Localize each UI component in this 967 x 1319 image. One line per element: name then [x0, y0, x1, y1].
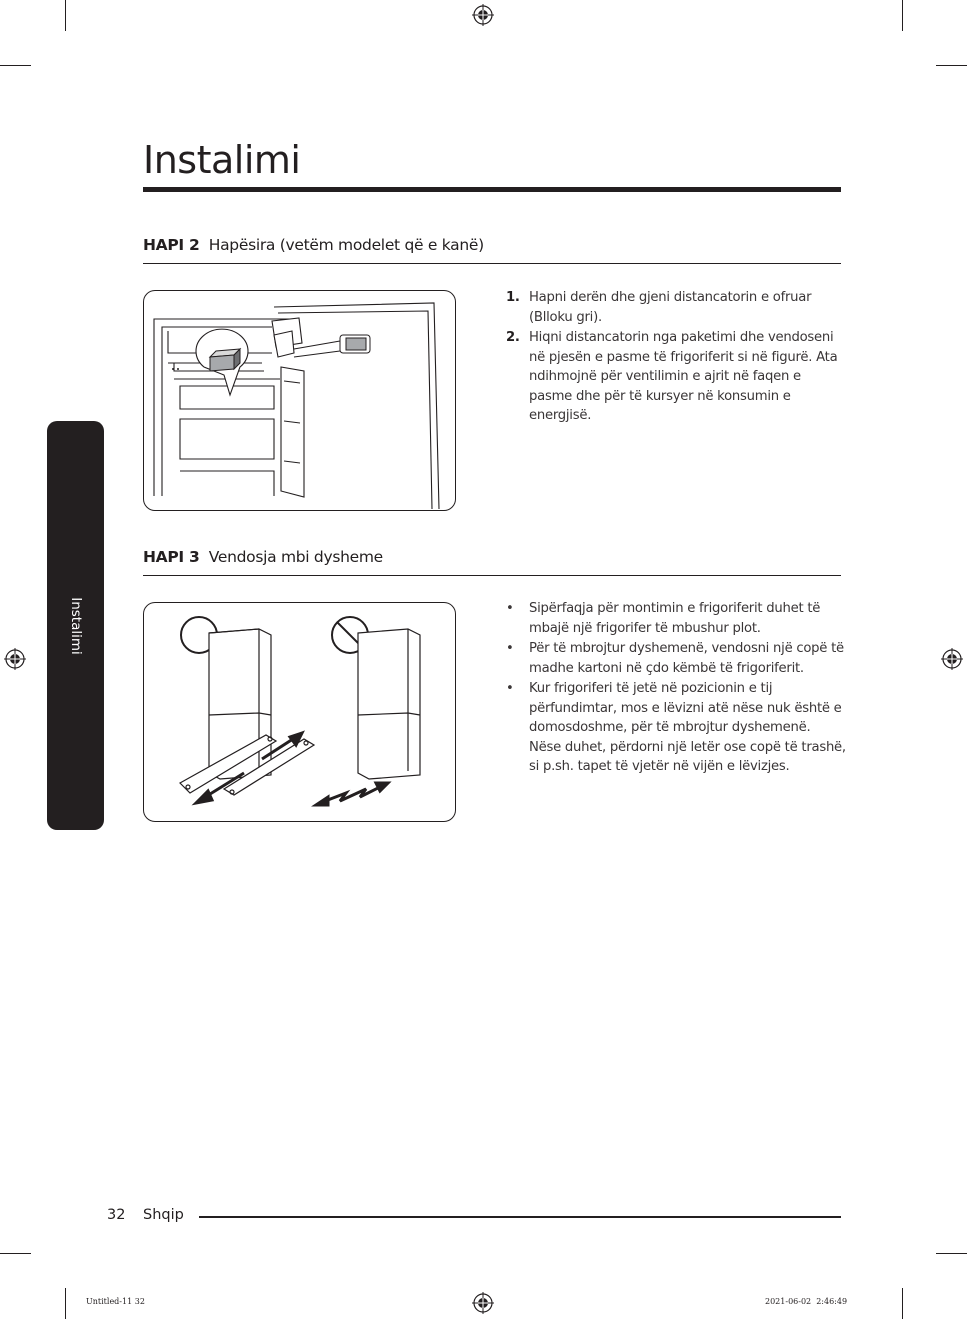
print-info-left: Untitled-11 32 — [86, 1297, 145, 1306]
step2-label: HAPI 2 — [143, 236, 200, 254]
step2-rule — [143, 263, 841, 264]
bullet-icon: • — [506, 601, 514, 616]
list-item-number: 1. — [506, 290, 520, 305]
crop-mark — [65, 0, 66, 31]
list-item-text: Hiqni distancatorin nga paketimi dhe vendoseni në pjesën e pasme të frigoriferit si në figurë. Ata ndihmojnë për ventilimin e ajrit në faqen e pasme dhe për të kursyer në konsumin e energjisë. — [529, 330, 838, 423]
footer-rule — [199, 1216, 841, 1218]
page-title: Instalimi — [143, 138, 301, 182]
title-rule — [143, 187, 841, 192]
floor-figure — [143, 602, 456, 822]
registration-mark-icon — [472, 4, 494, 26]
list-item-text: Kur frigoriferi të jetë në pozicionin e tij përfundimtar, mos e lëvizni atë nëse nuk është e domosdoshme, për të mbrojtur dyshemenë. Nëse duhet, përdorni një letër ose copë të trashë, si p.sh. tapet të vjetër në vijën e lëvizjes. — [529, 681, 846, 774]
registration-mark-icon — [472, 1292, 494, 1314]
bullet-icon: • — [506, 641, 514, 656]
side-tab-label: Instalimi — [67, 596, 84, 655]
registration-mark-icon — [4, 648, 26, 670]
page-number: 32 — [107, 1207, 126, 1223]
registration-mark-icon — [941, 648, 963, 670]
step2-list — [506, 288, 846, 427]
crop-mark — [936, 1253, 967, 1254]
step2-heading — [143, 236, 484, 254]
step3-label: HAPI 3 — [143, 548, 200, 566]
list-item — [506, 679, 846, 777]
list-item-text: Për të mbrojtur dyshemenë, vendosni një copë të madhe kartoni në çdo këmbë të frigoriferit. — [529, 641, 844, 676]
crop-mark — [0, 65, 31, 66]
step3-list — [506, 599, 846, 778]
step2-title: Hapësira (vetëm modelet që e kanë) — [208, 236, 484, 254]
footer-language: Shqip — [143, 1207, 184, 1223]
side-tab — [47, 421, 104, 830]
crop-mark — [902, 0, 903, 31]
list-item — [506, 288, 846, 327]
list-item-text: Sipërfaqja për montimin e frigoriferit duhet të mbajë një frigorifer të mbushur plot. — [529, 601, 821, 636]
list-item — [506, 639, 846, 678]
print-info-right: 2021-06-02 ￼￼ 2:46:49 — [765, 1297, 848, 1306]
crop-mark — [0, 1253, 31, 1254]
spacer-figure — [143, 290, 456, 511]
list-item-text: Hapni derën dhe gjeni distancatorin e ofruar (Blloku gri). — [529, 290, 812, 325]
crop-mark — [65, 1288, 66, 1319]
list-item — [506, 599, 846, 638]
bullet-icon: • — [506, 681, 514, 696]
list-item-number: 2. — [506, 330, 520, 345]
step3-heading — [143, 548, 383, 566]
floor-protection-illustration — [144, 603, 455, 821]
crop-mark — [936, 65, 967, 66]
fridge-spacer-illustration — [144, 291, 455, 510]
step3-title: Vendosja mbi dysheme — [208, 548, 383, 566]
step3-rule — [143, 575, 841, 576]
crop-mark — [902, 1288, 903, 1319]
list-item — [506, 328, 846, 426]
